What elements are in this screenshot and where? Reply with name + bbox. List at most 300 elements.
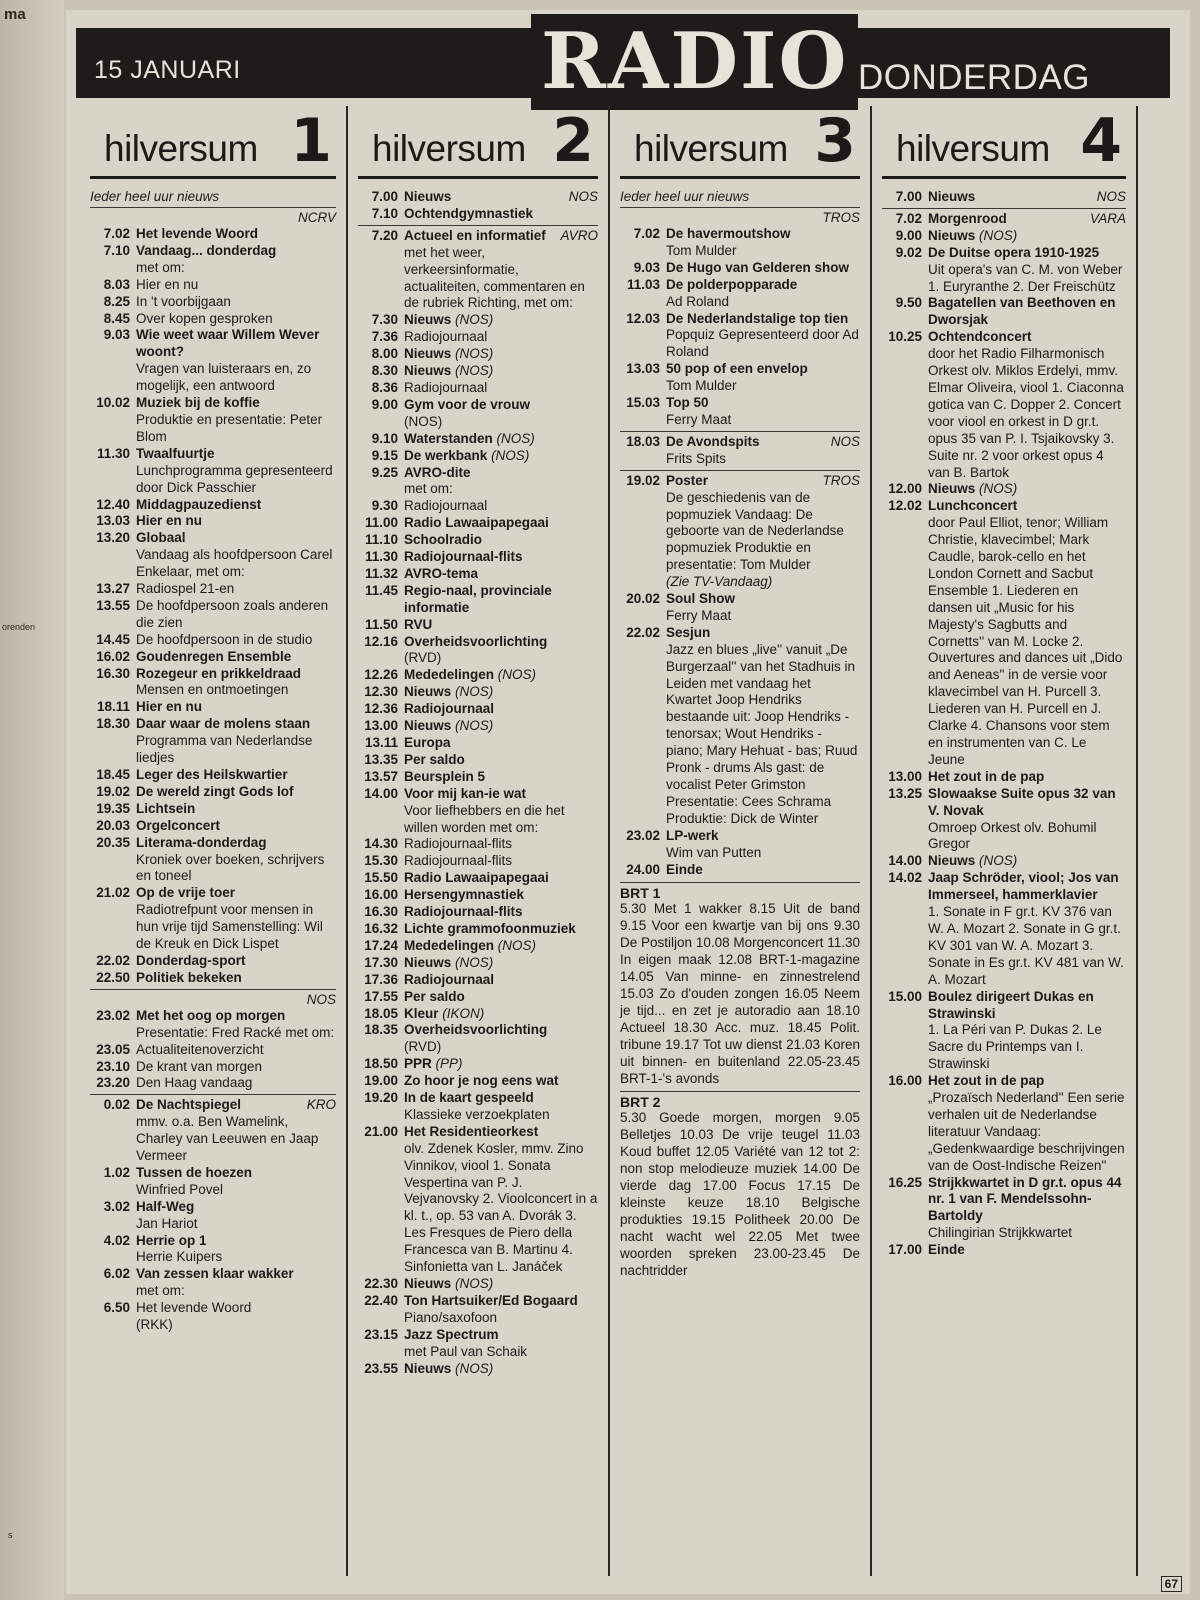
- program-title: [404, 1124, 598, 1141]
- broadcaster-label: (NOS): [497, 667, 537, 683]
- program-title: [928, 498, 1126, 515]
- program-title: [136, 1008, 336, 1025]
- broadcaster-label: (NOS): [455, 363, 494, 379]
- program-name: Radiojournaal: [404, 329, 488, 345]
- program-title: [404, 718, 598, 735]
- broadcaster-label: NOS: [568, 189, 598, 204]
- program-name: Globaal: [136, 530, 186, 546]
- program-title: [136, 699, 336, 716]
- program-name: Einde: [666, 861, 703, 877]
- program-entry: [358, 329, 598, 346]
- program-entry: [882, 1073, 1126, 1090]
- program-name: Politiek bekeken: [136, 969, 242, 985]
- program-title: [136, 1165, 336, 1182]
- section-divider: [882, 208, 1126, 209]
- program-name: Per saldo: [404, 988, 465, 1004]
- time-label: 13.27: [96, 581, 130, 597]
- broadcaster-label: (NOS): [497, 937, 537, 953]
- time-label: 18.35: [364, 1022, 398, 1038]
- program-entry: [90, 1165, 336, 1182]
- program-entry: [882, 481, 1126, 498]
- program-entry: [358, 363, 598, 380]
- broadcaster-label: AVRO: [560, 227, 598, 243]
- program-entry: [882, 211, 1126, 228]
- program-entry: [358, 1073, 598, 1090]
- program-title: [136, 818, 336, 835]
- program-title: [136, 716, 336, 733]
- section-divider: [620, 470, 860, 471]
- program-entry: [90, 1233, 336, 1250]
- program-name: Literama-donderdag: [136, 834, 267, 850]
- time-label: 19.02: [96, 783, 130, 799]
- program-entry: [882, 870, 1126, 904]
- time-label: 8.25: [103, 293, 130, 309]
- station-number: 4: [1080, 106, 1122, 176]
- program-details: Jan Hariot: [136, 1215, 198, 1231]
- program-title: [928, 481, 1126, 498]
- time-label: 14.00: [364, 785, 398, 801]
- time-label: 4.02: [103, 1232, 130, 1248]
- program-entry: [90, 243, 336, 260]
- program-title: [136, 649, 336, 666]
- program-title: [136, 835, 336, 852]
- program-entry: [358, 718, 598, 735]
- program-name: De polderpopparade: [666, 276, 798, 292]
- program-title: [404, 228, 598, 245]
- program-title: [136, 530, 336, 547]
- time-label: 11.30: [96, 445, 130, 461]
- program-details: Programma van Nederlandse liedjes: [136, 733, 313, 766]
- program-details: Tom Mulder: [666, 378, 737, 394]
- program-title: [136, 1266, 336, 1283]
- program-title: [136, 226, 336, 243]
- time-label: 16.00: [364, 887, 398, 903]
- broadcaster-label: (NOS): [979, 227, 1018, 243]
- program-entry: [90, 1199, 336, 1216]
- program-name: Jaap Schröder, viool; Jos van Immerseel, hammerklavier: [928, 870, 1119, 903]
- program-name: Radiojournaal: [404, 701, 495, 717]
- program-title: [666, 828, 860, 845]
- program-name: Radiojournaal-flits: [404, 549, 523, 565]
- program-title: [404, 329, 598, 346]
- time-label: 9.15: [371, 447, 398, 463]
- program-entry: [358, 189, 598, 206]
- program-details: Radiotrefpunt voor mensen in hun vrije tijd Samenstelling: Wil de Kreuk en Dick Lispet: [136, 902, 323, 952]
- program-entry: [90, 1300, 336, 1317]
- program-name: Radiojournaal-flits: [404, 853, 513, 869]
- time-label: 6.50: [103, 1300, 130, 1316]
- program-name: Nieuws: [404, 954, 452, 970]
- time-label: 23.02: [626, 827, 660, 843]
- program-entry: [358, 921, 598, 938]
- time-label: 15.50: [364, 870, 398, 886]
- time-label: 9.10: [371, 430, 398, 446]
- program-entry: [358, 583, 598, 617]
- program-details: Produktie en presentatie: Peter Blom: [136, 411, 323, 444]
- program-entry: [358, 735, 598, 752]
- program-entry: [90, 1075, 336, 1092]
- program-title: [404, 1361, 598, 1378]
- station-name: hilversum: [896, 128, 1050, 169]
- program-entry: [90, 784, 336, 801]
- program-name: LP-werk: [666, 827, 719, 843]
- program-title: [136, 277, 336, 294]
- program-entry: [358, 532, 598, 549]
- program-name: Vandaag... donderdag: [136, 242, 277, 258]
- program-name: Einde: [928, 1242, 965, 1258]
- program-name: Radiospel 21-en: [136, 581, 235, 597]
- program-details: door het Radio Filharmonisch Orkest olv. Miklos Erdelyi, mmv. Elmar Oliveira, viool 1. Ciaconna gotica van C. Dopper 2. Concert voor viool en orkest in D gr.t. opus 35 van P. I. Tsjaikovsky 3. Suite nr. 2 voor orkest opus 4 van B. Bartok: [928, 346, 1124, 480]
- program-entry: [90, 395, 336, 412]
- program-entry: [358, 515, 598, 532]
- program-name: Lichtsein: [136, 800, 196, 816]
- program-title: [404, 853, 598, 870]
- time-label: 9.00: [371, 396, 398, 412]
- time-label: 13.57: [364, 768, 398, 784]
- program-title: [404, 1006, 598, 1023]
- program-title: [404, 1276, 598, 1293]
- program-title: [404, 904, 598, 921]
- program-name: Van zessen klaar wakker: [136, 1266, 294, 1282]
- program-entry: [882, 228, 1126, 245]
- facing-page-text: ma: [4, 6, 26, 23]
- time-label: 15.00: [888, 988, 922, 1004]
- program-name: Radiojournaal: [404, 971, 495, 987]
- program-entry: [358, 701, 598, 718]
- program-entry: [358, 1056, 598, 1073]
- program-name: RVU: [404, 616, 433, 632]
- program-title: [404, 1022, 598, 1039]
- broadcaster-label: (NOS): [455, 312, 494, 328]
- program-entry: [90, 885, 336, 902]
- broadcaster-label: (PP): [435, 1056, 463, 1072]
- time-label: 22.30: [364, 1276, 398, 1291]
- program-name: Den Haag vandaag: [136, 1075, 253, 1091]
- program-name: De Duitse opera 1910-1925: [928, 244, 1100, 260]
- time-label: 11.32: [364, 565, 398, 581]
- program-details: Winfried Povel: [136, 1181, 224, 1197]
- program-name: Hersengymnastiek: [404, 887, 525, 903]
- program-entry: [358, 617, 598, 634]
- program-name: Muziek bij de koffie: [136, 395, 260, 411]
- facing-page-text: s: [8, 1530, 13, 1540]
- program-entry: [90, 327, 336, 361]
- program-title: [404, 955, 598, 972]
- program-details: „Prozaïsch Nederland'' Een serie verhalen uit de Nederlandse literatuur Vandaag: „Gedenkwaardige beschrijvingen van de Oost-Indische Reizen'': [928, 1090, 1125, 1173]
- program-details: (Zie TV-Vandaag): [666, 574, 773, 590]
- program-title: [928, 870, 1126, 904]
- program-title: [136, 311, 336, 328]
- program-entry: [90, 446, 336, 463]
- program-entry: [90, 311, 336, 328]
- program-title: [404, 1056, 598, 1073]
- time-label: 14.45: [96, 631, 130, 647]
- program-title: [404, 189, 598, 206]
- program-title: [404, 752, 598, 769]
- time-label: 20.03: [96, 817, 130, 833]
- program-name: Ochtendgymnastiek: [404, 205, 534, 221]
- broadcaster-label: (NOS): [496, 430, 535, 446]
- time-label: 8.36: [371, 379, 398, 395]
- program-details: Wim van Putten: [666, 844, 762, 860]
- time-label: 11.00: [364, 515, 398, 531]
- time-label: 13.00: [888, 768, 922, 784]
- program-entry: [358, 955, 598, 972]
- broadcaster-label: NOS: [830, 433, 860, 449]
- facing-page-edge: [0, 0, 64, 1600]
- program-title: [666, 473, 860, 490]
- time-label: 22.02: [96, 952, 130, 968]
- time-label: 12.30: [364, 684, 398, 700]
- program-name: De Nederlandstalige top tien: [666, 310, 849, 326]
- program-name: Mededelingen: [404, 937, 495, 953]
- time-label: 11.10: [364, 532, 398, 548]
- program-name: Tussen de hoezen: [136, 1164, 253, 1180]
- broadcaster-label: (NOS): [455, 1276, 494, 1291]
- program-title: [404, 735, 598, 752]
- broadcaster-label: (NOS): [455, 954, 494, 970]
- program-name: De wereld zingt Gods lof: [136, 783, 294, 799]
- time-label: 7.00: [895, 189, 922, 204]
- program-title: [404, 989, 598, 1006]
- program-details: mmv. o.a. Ben Wamelink, Charley van Leeuwen en Jaap Vermeer: [136, 1114, 319, 1164]
- time-label: 14.30: [364, 836, 398, 852]
- program-name: Radio Lawaaipapegaai: [404, 515, 549, 531]
- program-name: Nieuws: [928, 481, 976, 497]
- program-entry: [882, 989, 1126, 1023]
- program-entry: [90, 294, 336, 311]
- program-title: [404, 206, 598, 223]
- program-name: Nieuws: [928, 227, 976, 243]
- program-name: Nieuws: [404, 718, 452, 734]
- program-title: [136, 666, 336, 683]
- program-title: [404, 346, 598, 363]
- program-name: Radiojournaal: [404, 498, 488, 514]
- program-title: [136, 1059, 336, 1076]
- program-entry: [90, 497, 336, 514]
- program-name: Morgenrood: [928, 210, 1007, 226]
- program-name: Twaalfuurtje: [136, 445, 215, 461]
- program-entry: [90, 953, 336, 970]
- program-details: (NOS): [404, 413, 443, 429]
- station-column-3: [608, 106, 870, 1576]
- program-title: [136, 784, 336, 801]
- broadcaster-label: (NOS): [491, 447, 530, 463]
- program-entry: [882, 769, 1126, 786]
- program-entry: [358, 667, 598, 684]
- program-name: Nieuws: [404, 189, 452, 204]
- program-entry: [90, 1097, 336, 1114]
- program-name: Middagpauzedienst: [136, 496, 262, 512]
- program-name: Radiojournaal: [404, 379, 488, 395]
- broadcaster-label: TROS: [822, 210, 860, 225]
- time-label: 11.50: [364, 616, 398, 632]
- program-title: [404, 532, 598, 549]
- program-name: Sesjun: [666, 624, 711, 640]
- program-name: Gym voor de vrouw: [404, 396, 531, 412]
- brt2-heading: BRT 2: [620, 1091, 860, 1110]
- program-name: Nieuws: [404, 312, 452, 328]
- program-entry: [882, 853, 1126, 870]
- time-label: 23.20: [96, 1075, 130, 1091]
- program-title: [404, 786, 598, 803]
- program-entry: [90, 970, 336, 987]
- program-title: [136, 767, 336, 784]
- time-label: 12.36: [364, 701, 398, 717]
- time-label: 8.00: [371, 346, 398, 362]
- program-name: Nieuws: [404, 1276, 452, 1291]
- time-label: 16.30: [364, 904, 398, 920]
- time-label: 16.30: [96, 665, 130, 681]
- program-title: [928, 245, 1126, 262]
- program-title: [136, 1199, 336, 1216]
- program-entry: [620, 311, 860, 328]
- time-label: 13.11: [364, 735, 398, 750]
- program-name: Radiojournaal-flits: [404, 836, 513, 852]
- program-details: Uit opera's van C. M. von Weber 1. Euryranthe 2. Der Freischütz: [928, 261, 1123, 294]
- program-name: Goudenregen Ensemble: [136, 648, 292, 664]
- station-name: hilversum: [372, 128, 526, 169]
- program-title: [404, 465, 598, 482]
- program-entry: [358, 206, 598, 223]
- program-title: [404, 887, 598, 904]
- program-title: [404, 870, 598, 887]
- program-title: [928, 211, 1126, 228]
- program-title: [404, 938, 598, 955]
- date-label: 15 JANUARI: [94, 56, 241, 84]
- program-entry: [90, 598, 336, 632]
- program-title: [136, 327, 336, 361]
- broadcaster-label: (NOS): [979, 853, 1018, 869]
- program-name: De Hugo van Gelderen show: [666, 259, 850, 275]
- program-details: Kroniek over boeken, schrijvers en toneel: [136, 851, 325, 884]
- time-label: 18.11: [96, 699, 130, 715]
- program-title: [666, 311, 860, 328]
- time-label: 22.02: [626, 624, 660, 640]
- program-entry: [358, 989, 598, 1006]
- time-label: 17.00: [888, 1242, 922, 1258]
- program-entry: [358, 431, 598, 448]
- program-entry: [882, 189, 1126, 206]
- program-details: 1. La Péri van P. Dukas 2. Le Sacre du Printemps van I. Strawinski: [928, 1022, 1102, 1072]
- time-label: 10.02: [96, 395, 130, 411]
- section-divider: [620, 431, 860, 432]
- program-name: Hier en nu: [136, 699, 203, 715]
- broadcaster-label: (NOS): [455, 718, 494, 734]
- program-title: [666, 862, 860, 879]
- program-details: Popquiz Gepresenteerd door Ad Roland: [666, 327, 859, 360]
- program-name: In 't voorbijgaan: [136, 293, 231, 309]
- program-name: Nieuws: [404, 363, 452, 379]
- program-title: [404, 431, 598, 448]
- program-entry: [90, 1042, 336, 1059]
- program-entry: [358, 904, 598, 921]
- station-number: 2: [552, 106, 594, 176]
- program-details: met het weer, verkeersinformatie, actualiteiten, commentaren en de rubriek Richting, met om:: [404, 244, 585, 311]
- time-label: 18.03: [626, 433, 660, 449]
- brt1-schedule: 5.30 Met 1 wakker 8.15 Uit de band 9.15 Voor een kwartje van bij ons 9.30 De Postiljon 10.08 Morgenconcert 11.30 In eigen maak 12.08 BRT-1-magazine 14.05 Van minne- en zinnestrelend 15.03 Zo d'ouden zongen 16.05 Neem je tijd... en zet je autoradio aan 18.10 Actueel 18.30 Acc. muz. 18.45 Polit. tribune 19.17 Tot uw dienst 21.03 Koren uit binnen- en buitenland 22.05-23.45 BRT-1-'s avonds: [620, 901, 860, 1086]
- program-entry: [358, 870, 598, 887]
- broadcaster-label: (NOS): [455, 684, 494, 700]
- program-title: [404, 312, 598, 329]
- program-name: Poster: [666, 472, 709, 488]
- program-name: Nieuws: [928, 853, 976, 869]
- program-entry: [90, 767, 336, 784]
- broadcaster-label: KRO: [306, 1097, 336, 1113]
- program-name: Herrie op 1: [136, 1232, 207, 1248]
- program-entry: [620, 361, 860, 378]
- program-title: [928, 295, 1126, 329]
- time-label: 9.00: [895, 227, 922, 243]
- broadcaster-label: NOS: [306, 991, 336, 1007]
- time-label: 7.02: [895, 210, 922, 226]
- program-name: Slowaakse Suite opus 32 van V. Novak: [928, 785, 1116, 818]
- time-label: 15.30: [364, 853, 398, 869]
- program-entry: [358, 1327, 598, 1344]
- program-title: [928, 989, 1126, 1023]
- program-name: Radiojournaal-flits: [404, 904, 523, 920]
- time-label: 13.00: [364, 718, 398, 734]
- program-name: De krant van morgen: [136, 1058, 263, 1074]
- program-name: Lichte grammofoonmuziek: [404, 920, 576, 936]
- time-label: 20.35: [96, 834, 130, 850]
- program-title: [404, 667, 598, 684]
- program-name: Nieuws: [404, 346, 452, 362]
- program-name: Hier en nu: [136, 276, 199, 292]
- time-label: 24.00: [626, 861, 660, 877]
- time-label: 7.30: [371, 312, 398, 328]
- station-header: [620, 106, 860, 179]
- program-entry: [358, 1124, 598, 1141]
- time-label: 13.03: [96, 513, 130, 529]
- program-name: Over kopen gesproken: [136, 310, 273, 326]
- program-name: Ochtendconcert: [928, 329, 1032, 345]
- program-details: Jazz en blues „live'' vanuit „De Burgerzaal'' van het Stadhuis in Leiden met vandaag het Kwartet Joop Hendriks bestaande uit: Joop Hendriks - tenorsax; Wout Hendriks - piano; Mary Hehuat - bas; Ruud Pronk - drums Als gast: de vocalist Peter Grimston Presentatie: Cees Schrama Produktie: Dick de Winter: [666, 641, 858, 826]
- program-title: [666, 625, 860, 642]
- program-name: Overheidsvoorlichting: [404, 1022, 548, 1038]
- program-entry: [358, 786, 598, 803]
- time-label: 12.16: [364, 633, 398, 649]
- program-name: Regio-naal, provinciale informatie: [404, 582, 552, 615]
- program-name: De hoofdpersoon in de studio: [136, 631, 313, 647]
- program-title: [666, 361, 860, 378]
- program-title: [404, 515, 598, 532]
- time-label: 18.45: [96, 767, 130, 782]
- program-title: [136, 243, 336, 260]
- program-title: [136, 294, 336, 311]
- program-entry: [620, 862, 860, 879]
- time-label: 13.55: [96, 597, 130, 613]
- radio-title: RADIO: [531, 14, 858, 110]
- program-title: [136, 446, 336, 463]
- time-label: 9.50: [895, 295, 922, 311]
- program-entry: [90, 801, 336, 818]
- program-title: [928, 228, 1126, 245]
- time-label: 14.02: [888, 870, 922, 886]
- program-entry: [90, 581, 336, 598]
- program-name: Nieuws: [928, 189, 976, 204]
- program-entry: [358, 566, 598, 583]
- program-name: Beursplein 5: [404, 768, 486, 784]
- program-entry: [882, 1175, 1126, 1226]
- program-name: Donderdag-sport: [136, 952, 246, 968]
- station-column-4: [870, 106, 1138, 1576]
- broadcaster-label: NOS: [1096, 189, 1126, 204]
- program-details: (RVD): [404, 650, 442, 666]
- time-label: 17.30: [364, 954, 398, 970]
- time-label: 7.36: [371, 329, 398, 345]
- program-title: [404, 684, 598, 701]
